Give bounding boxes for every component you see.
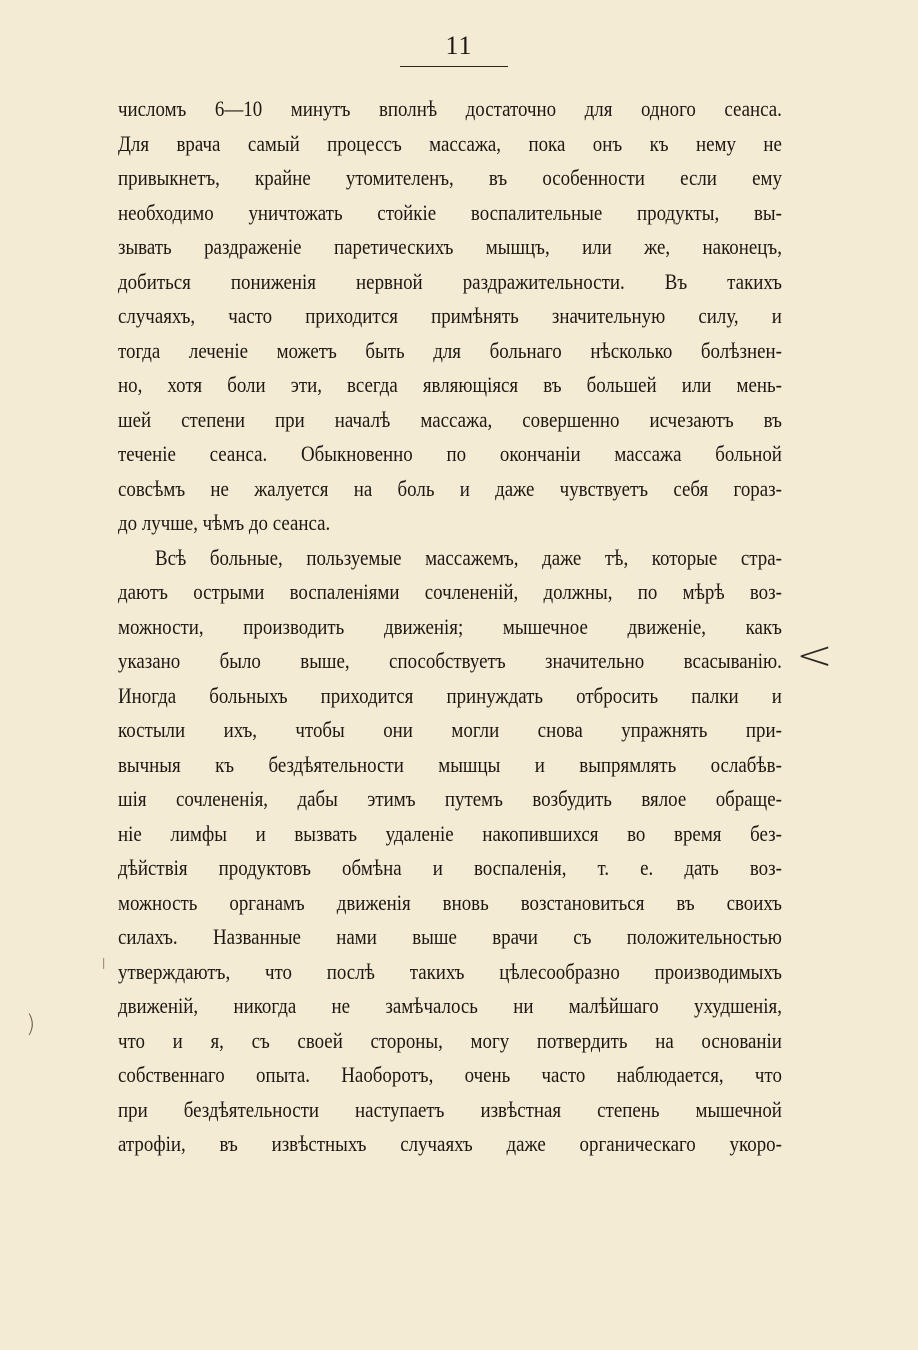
text-line-paragraph-end: до лучше, чѣмъ до сеанса. [118, 510, 331, 535]
text-line: ніе лимфы и вызвать удаленіе накопившихся во время без- [118, 820, 782, 846]
text-line: добиться пониженія нервной раздражительности. Въ такихъ [118, 268, 782, 294]
text-line: привыкнетъ, крайне утомителенъ, въ особенности если ему [118, 165, 782, 190]
text-line: можность органамъ движенія вновь возстановиться въ своихъ [118, 889, 782, 915]
text-line: даютъ острыми воспаленіями сочлененій, должны, по мѣрѣ воз- [118, 579, 782, 604]
text-line: указано было выше, способствуетъ значительно всасыванію. [118, 648, 782, 673]
body-text [118, 92, 782, 1162]
text-line: можности, производить движенія; мышечное движеніе, какъ [118, 613, 782, 639]
text-line: необходимо уничтожать стойкіе воспалительные продукты, вы- [118, 199, 782, 225]
text-line: вычныя къ бездѣятельности мышцы и выпрямлять ослабѣв- [118, 751, 782, 777]
text-line: при бездѣятельности наступаетъ извѣстная степень мышечной [118, 1096, 782, 1122]
text-line: собственнаго опыта. Наоборотъ, очень часто наблюдается, что [118, 1062, 782, 1087]
text-line: шія сочлененія, дабы этимъ путемъ возбудить вялое обраще- [118, 786, 782, 811]
text-line: Иногда больныхъ приходится принуждать отбросить палки и [118, 682, 782, 708]
text-line: совсѣмъ не жалуется на боль и даже чувствуетъ себя гораз- [118, 475, 782, 501]
text-line: атрофіи, въ извѣстныхъ случаяхъ даже органическаго укоро- [118, 1131, 782, 1156]
margin-chevron-mark: < [796, 632, 833, 679]
page-number: 11 [445, 31, 473, 60]
text-line: тогда леченіе можетъ быть для больнаго нѣсколько болѣзнен- [118, 337, 782, 363]
text-line: Для врача самый процессъ массажа, пока онъ къ нему не [118, 130, 782, 156]
text-line: костыли ихъ, чтобы они могли снова упражнять при- [118, 717, 782, 742]
text-line: утверждаютъ, что послѣ такихъ цѣлесообразно производимыхъ [118, 958, 782, 984]
text-line: что и я, съ своей стороны, могу потвердить на основаніи [118, 1027, 782, 1053]
text-line: силахъ. Названные нами выше врачи съ положительностью [118, 924, 782, 949]
page-header [0, 30, 918, 62]
margin-paren-mark: ) [26, 1010, 36, 1038]
text-line: числомъ 6—10 минутъ вполнѣ достаточно для одного сеанса. [118, 96, 782, 121]
text-line: движеній, никогда не замѣчалось ни малѣйшаго ухудшенія, [118, 993, 782, 1018]
margin-tick-mark: ı [101, 950, 107, 974]
text-line: дѣйствія продуктовъ обмѣна и воспаленія, т. е. дать воз- [118, 855, 782, 880]
text-line: зывать раздраженіе паретическихъ мышцъ, или же, наконецъ, [118, 234, 782, 259]
text-line: случаяхъ, часто приходится примѣнять значительную силу, и [118, 303, 782, 328]
text-line: теченіе сеанса. Обыкновенно по окончаніи массажа больной [118, 441, 782, 466]
header-rule [400, 66, 508, 67]
text-line-paragraph-start: Всѣ больные, пользуемые массажемъ, даже тѣ, которые стра- [154, 544, 782, 570]
text-line: но, хотя боли эти, всегда являющіяся въ большей или мень- [118, 372, 782, 397]
text-line: шей степени при началѣ массажа, совершенно исчезаютъ въ [118, 406, 782, 432]
